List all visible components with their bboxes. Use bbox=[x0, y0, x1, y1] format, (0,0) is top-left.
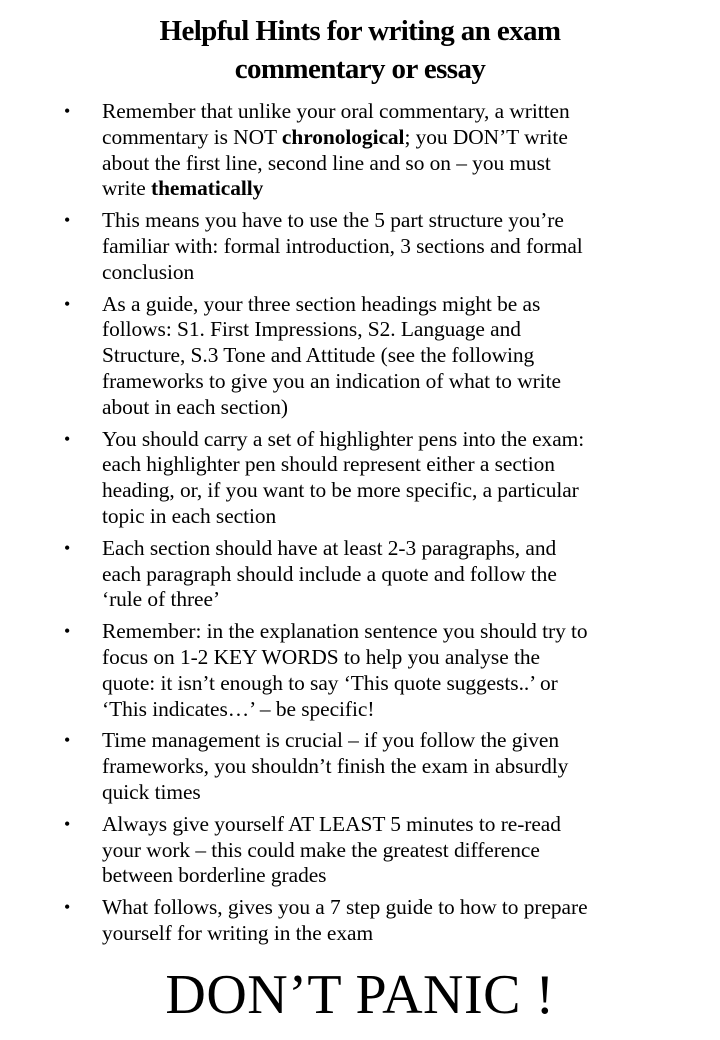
emphasis-text: thematically bbox=[151, 176, 264, 201]
dont-panic-banner: DON’T PANIC ! bbox=[165, 964, 555, 1026]
hint-text bbox=[102, 427, 700, 530]
hint-line bbox=[102, 754, 700, 780]
hint-line bbox=[102, 536, 700, 562]
hint-line bbox=[102, 645, 700, 671]
hint-text bbox=[102, 292, 700, 421]
hint-line bbox=[102, 838, 700, 864]
hints-list bbox=[0, 99, 720, 953]
hint-item bbox=[0, 728, 720, 805]
hint-segment: commentary is NOT bbox=[102, 124, 282, 149]
hint-segment: about in each section) bbox=[102, 394, 288, 419]
hint-item bbox=[0, 536, 720, 613]
hint-segment: each highlighter pen should represent either a section bbox=[102, 452, 555, 477]
hint-line bbox=[102, 234, 700, 260]
hint-item bbox=[0, 895, 720, 947]
hint-segment: frameworks, you shouldn’t finish the exam in absurdly bbox=[102, 754, 569, 779]
hint-line bbox=[102, 452, 700, 478]
page-title-line-2: commentary or essay bbox=[234, 53, 486, 85]
hint-line bbox=[102, 895, 700, 921]
hint-item bbox=[0, 812, 720, 889]
hint-text bbox=[102, 619, 700, 722]
hint-segment: Always give yourself AT LEAST 5 minutes to re-read bbox=[102, 811, 561, 836]
hint-line bbox=[102, 504, 700, 530]
hint-segment: between borderline grades bbox=[102, 863, 327, 888]
hint-line bbox=[102, 99, 700, 125]
hint-segment: yourself for writing in the exam bbox=[102, 920, 374, 945]
hint-text bbox=[102, 536, 700, 613]
hint-segment: Remember: in the explanation sentence you should try to bbox=[102, 619, 588, 644]
hint-text bbox=[102, 208, 700, 285]
hint-segment: This means you have to use the 5 part structure you’re bbox=[102, 208, 564, 233]
hint-segment: ‘This indicates…’ – be specific! bbox=[102, 696, 375, 721]
hint-text bbox=[102, 812, 700, 889]
hint-segment: conclusion bbox=[102, 259, 195, 284]
hint-line bbox=[102, 728, 700, 754]
hint-line bbox=[102, 619, 700, 645]
hint-line bbox=[102, 697, 700, 723]
hint-segment: familiar with: formal introduction, 3 sections and formal bbox=[102, 233, 583, 258]
hint-line bbox=[102, 151, 700, 177]
hint-item bbox=[0, 292, 720, 421]
hint-line bbox=[102, 562, 700, 588]
hint-segment: Structure, S.3 Tone and Attitude (see the following bbox=[102, 343, 535, 368]
hint-line bbox=[102, 587, 700, 613]
hint-segment: ‘rule of three’ bbox=[102, 587, 221, 612]
bullet-icon: • bbox=[64, 210, 71, 231]
hint-segment: heading, or, if you want to be more specific, a particular bbox=[102, 478, 579, 503]
hint-line bbox=[102, 671, 700, 697]
bullet-icon: • bbox=[64, 537, 71, 558]
hint-line bbox=[102, 317, 700, 343]
hint-segment: What follows, gives you a 7 step guide to how to prepare bbox=[102, 895, 588, 920]
hint-segment: You should carry a set of highlighter pens into the exam: bbox=[102, 426, 585, 451]
hint-segment: quick times bbox=[102, 779, 201, 804]
hint-line bbox=[102, 125, 700, 151]
hint-item bbox=[0, 427, 720, 530]
hint-line bbox=[102, 369, 700, 395]
hint-line bbox=[102, 863, 700, 889]
hint-line bbox=[102, 260, 700, 286]
hint-item bbox=[0, 208, 720, 285]
hint-segment: quote: it isn’t enough to say ‘This quote suggests..’ or bbox=[102, 670, 558, 695]
hint-text bbox=[102, 895, 700, 947]
hint-segment: about the first line, second line and so on – you must bbox=[102, 150, 551, 175]
bullet-icon: • bbox=[64, 428, 71, 449]
bullet-icon: • bbox=[64, 813, 71, 834]
page-title-line-1: Helpful Hints for writing an exam bbox=[159, 15, 561, 47]
hint-segment: Remember that unlike your oral commentary, a written bbox=[102, 99, 570, 123]
hint-line bbox=[102, 812, 700, 838]
hint-segment: Each section should have at least 2-3 paragraphs, and bbox=[102, 535, 557, 560]
hint-line bbox=[102, 176, 700, 202]
hint-line bbox=[102, 921, 700, 947]
hint-item bbox=[0, 99, 720, 202]
hint-line bbox=[102, 478, 700, 504]
hint-segment: Time management is crucial – if you follow the given bbox=[102, 728, 560, 753]
hint-segment: topic in each section bbox=[102, 503, 277, 528]
hint-segment: ; you DON’T write bbox=[404, 124, 568, 149]
hint-line bbox=[102, 343, 700, 369]
hint-segment: each paragraph should include a quote and follow the bbox=[102, 561, 557, 586]
hint-text bbox=[102, 99, 700, 202]
bullet-icon: • bbox=[64, 293, 71, 314]
hint-segment: frameworks to give you an indication of what to write bbox=[102, 368, 561, 393]
hint-line bbox=[102, 292, 700, 318]
hint-segment: your work – this could make the greatest difference bbox=[102, 837, 540, 862]
hint-item bbox=[0, 619, 720, 722]
hint-text bbox=[102, 728, 700, 805]
bullet-icon: • bbox=[64, 730, 71, 751]
bullet-icon: • bbox=[64, 621, 71, 642]
hint-segment: write bbox=[102, 176, 151, 201]
hint-line bbox=[102, 208, 700, 234]
hint-segment: follows: S1. First Impressions, S2. Language and bbox=[102, 317, 521, 342]
bullet-icon: • bbox=[64, 101, 71, 121]
emphasis-text: chronological bbox=[281, 124, 405, 149]
hint-segment: As a guide, your three section headings might be as bbox=[102, 291, 541, 316]
hint-line bbox=[102, 395, 700, 421]
hint-segment: focus on 1-2 KEY WORDS to help you analyse the bbox=[102, 644, 540, 669]
page-title bbox=[0, 12, 720, 88]
bullet-icon: • bbox=[64, 897, 71, 918]
hint-line bbox=[102, 427, 700, 453]
hint-line bbox=[102, 780, 700, 806]
